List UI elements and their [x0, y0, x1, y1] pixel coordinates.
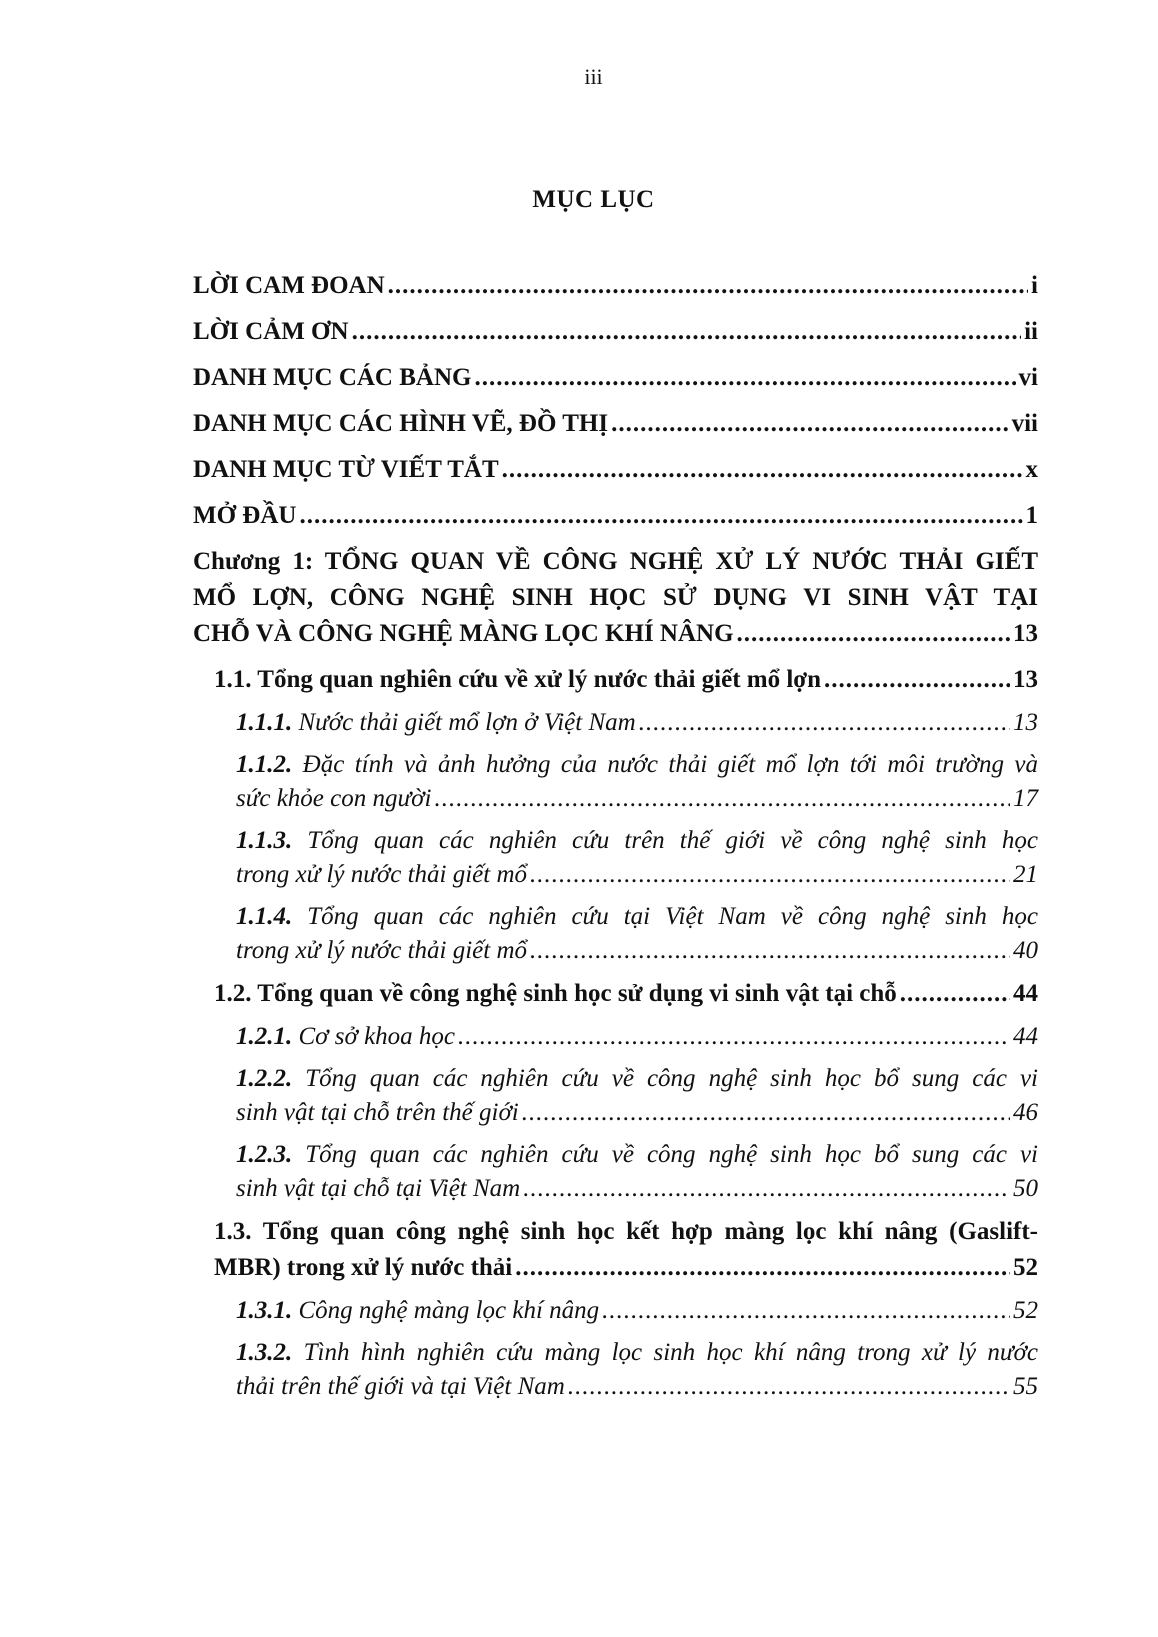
- toc-entry-text: 1.3. Tổng quan công nghệ sinh học kết hợp màng lọc khí nâng (Gaslift-: [214, 1218, 1038, 1245]
- toc-entry-page-number: 13: [1013, 709, 1038, 736]
- toc-entry-text: LỜI CẢM ƠN: [193, 318, 349, 345]
- dot-leader: [737, 616, 1010, 652]
- toc-entry-last-line: [214, 662, 1038, 698]
- toc-entry-label: [193, 268, 385, 304]
- toc-entry-last-line: [236, 1020, 1038, 1054]
- dot-leader: [523, 1172, 1010, 1206]
- toc-entry-line: [214, 1214, 1038, 1250]
- dot-leader: [900, 976, 1010, 1012]
- toc-entry-label: [193, 360, 471, 396]
- dot-leader: [352, 314, 1022, 350]
- dot-leader: [299, 498, 1022, 534]
- toc-entry-text: trong xử lý nước thải giết mổ: [236, 937, 528, 964]
- toc-entry-page-number: 46: [1013, 1099, 1038, 1126]
- toc-entry-number: 1.1.1.: [236, 709, 293, 736]
- toc-entry[interactable]: [236, 900, 1038, 968]
- toc-entry-page-number: vii: [1011, 410, 1038, 437]
- toc-entry[interactable]: [236, 1336, 1038, 1404]
- toc-entry-last-line: [193, 314, 1038, 350]
- table-of-contents: [193, 268, 1038, 1412]
- toc-entry-page-number: 17: [1013, 785, 1038, 812]
- toc-entry[interactable]: [236, 1020, 1038, 1054]
- toc-entry-label: [236, 1020, 455, 1054]
- toc-entry-last-line: [193, 452, 1038, 488]
- toc-entry-page-number: 55: [1013, 1373, 1038, 1400]
- toc-entry-last-line: [214, 1250, 1038, 1286]
- dot-leader: [458, 1020, 1010, 1054]
- toc-entry-text: Tổng quan các nghiên cứu tại Việt Nam về công nghệ sinh học: [307, 903, 1038, 930]
- toc-entry-label: [236, 706, 636, 740]
- toc-entry-text: Tổng quan các nghiên cứu về công nghệ sinh học bổ sung các vi: [305, 1065, 1039, 1092]
- toc-entry[interactable]: [214, 662, 1038, 698]
- toc-entry-label: [193, 406, 608, 442]
- toc-entry-number: 1.2.3.: [236, 1141, 293, 1168]
- toc-entry-text: DANH MỤC CÁC BẢNG: [193, 364, 472, 391]
- toc-entry-text: DANH MỤC TỪ VIẾT TẮT: [193, 456, 499, 483]
- toc-entry-text: Đặc tính và ảnh hưởng của nước thải giết mổ lợn tới môi trường và: [302, 751, 1038, 778]
- toc-entry[interactable]: [236, 1294, 1038, 1328]
- toc-entry-line: [236, 1336, 1038, 1370]
- toc-entry[interactable]: [236, 1062, 1038, 1130]
- toc-entry-last-line: [214, 976, 1038, 1012]
- toc-entry-page-number: 1: [1025, 502, 1038, 529]
- toc-entry-page-number: x: [1025, 456, 1038, 483]
- toc-entry-last-line: [236, 1172, 1038, 1206]
- toc-entry-number: 1.2.1.: [236, 1023, 293, 1050]
- dot-leader: [639, 706, 1010, 740]
- toc-entry[interactable]: [214, 1214, 1038, 1286]
- toc-entry-number: 1.1.3.: [236, 827, 293, 854]
- dot-leader: [502, 452, 1023, 488]
- dot-leader: [611, 406, 1009, 442]
- toc-entry-text: thải trên thế giới và tại Việt Nam: [236, 1373, 565, 1400]
- toc-entry-last-line: [193, 268, 1038, 304]
- toc-entry-label: [236, 1172, 520, 1206]
- toc-entry-page-number: 52: [1013, 1297, 1038, 1324]
- toc-entry-text: sinh vật tại chỗ tại Việt Nam: [236, 1175, 521, 1202]
- toc-entry-label: [236, 1096, 519, 1130]
- toc-entry-label: [193, 314, 349, 350]
- toc-entry-label: [236, 782, 431, 816]
- toc-entry-text: sinh vật tại chỗ trên thế giới: [236, 1099, 519, 1126]
- toc-entry[interactable]: [236, 748, 1038, 816]
- toc-entry-page-number: 44: [1013, 1023, 1038, 1050]
- dot-leader: [388, 268, 1028, 304]
- toc-entry-page-number: 13: [1013, 666, 1038, 693]
- toc-entry-page-number: 40: [1013, 937, 1038, 964]
- toc-entry-text: Chương 1: TỔNG QUAN VỀ CÔNG NGHỆ XỬ LÝ NƯỚC THẢI GIẾT: [193, 548, 1038, 575]
- toc-entry-line: [236, 1062, 1038, 1096]
- toc-entry[interactable]: [236, 824, 1038, 892]
- toc-entry-label: [214, 662, 821, 698]
- toc-entry-text: trong xử lý nước thải giết mổ: [236, 861, 528, 888]
- toc-entry-page-number: 21: [1013, 861, 1038, 888]
- toc-entry-text: CHỖ VÀ CÔNG NGHỆ MÀNG LỌC KHÍ NÂNG: [193, 620, 734, 647]
- toc-entry-page-number: 13: [1013, 620, 1038, 647]
- dot-leader: [824, 662, 1010, 698]
- toc-entry-page-number: vi: [1018, 364, 1038, 391]
- toc-entry-text: Tình hình nghiên cứu màng lọc sinh học khí nâng trong xử lý nước: [303, 1339, 1038, 1366]
- toc-entry-number: 1.3.2.: [236, 1339, 293, 1366]
- toc-entry[interactable]: [193, 498, 1038, 534]
- toc-entry-label: [236, 858, 527, 892]
- toc-entry-text: Công nghệ màng lọc khí nâng: [298, 1297, 600, 1324]
- toc-entry-page-number: 52: [1013, 1254, 1038, 1281]
- toc-entry[interactable]: [193, 314, 1038, 350]
- toc-entry[interactable]: [193, 406, 1038, 442]
- toc-entry-text: 1.1. Tổng quan nghiên cứu về xử lý nước thải giết mổ lợn: [214, 666, 822, 693]
- toc-entry-last-line: [193, 498, 1038, 534]
- toc-entry-label: [236, 1370, 565, 1404]
- toc-entry-label: [214, 976, 897, 1012]
- toc-entry-text: 1.2. Tổng quan về công nghệ sinh học sử dụng vi sinh vật tại chỗ: [214, 980, 897, 1007]
- toc-entry-line: [236, 1138, 1038, 1172]
- dot-leader: [568, 1370, 1010, 1404]
- toc-entry-label: [193, 452, 499, 488]
- toc-entry-text: MỞ ĐẦU: [193, 502, 297, 529]
- toc-entry-text: MỔ LỢN, CÔNG NGHỆ SINH HỌC SỬ DỤNG VI SINH VẬT TẠI: [193, 584, 1038, 611]
- toc-entry-last-line: [193, 360, 1038, 396]
- toc-entry-text: Tổng quan các nghiên cứu trên thế giới về công nghệ sinh học: [307, 827, 1039, 854]
- toc-entry-last-line: [236, 858, 1038, 892]
- toc-entry-text: MBR) trong xử lý nước thải: [214, 1254, 513, 1281]
- toc-entry-page-number: 44: [1013, 980, 1038, 1007]
- toc-entry-last-line: [236, 782, 1038, 816]
- toc-entry-line: [236, 824, 1038, 858]
- toc-entry-number: 1.3.1.: [236, 1297, 293, 1324]
- toc-entry-line: [236, 748, 1038, 782]
- toc-entry-text: Tổng quan các nghiên cứu về công nghệ sinh học bổ sung các vi: [305, 1141, 1039, 1168]
- dot-leader: [602, 1294, 1010, 1328]
- toc-entry-label: [214, 1250, 512, 1286]
- toc-entry-last-line: [236, 1294, 1038, 1328]
- dot-leader: [530, 934, 1010, 968]
- toc-entry[interactable]: [236, 1138, 1038, 1206]
- toc-entry[interactable]: [236, 706, 1038, 740]
- dot-leader: [434, 782, 1010, 816]
- toc-entry-page-number: 50: [1013, 1175, 1038, 1202]
- dot-leader: [530, 858, 1010, 892]
- toc-entry[interactable]: [193, 452, 1038, 488]
- toc-entry-last-line: [193, 406, 1038, 442]
- toc-entry-last-line: [193, 616, 1038, 652]
- toc-entry-text: sức khỏe con người: [236, 785, 432, 812]
- toc-entry[interactable]: [193, 544, 1038, 652]
- toc-entry[interactable]: [193, 360, 1038, 396]
- toc-entry-line: [236, 900, 1038, 934]
- toc-entry-label: [236, 934, 527, 968]
- toc-entry-text: LỜI CAM ĐOAN: [193, 272, 385, 299]
- toc-entry-number: 1.1.2.: [236, 751, 293, 778]
- toc-title: MỤC LỤC: [532, 186, 655, 213]
- dot-leader: [522, 1096, 1010, 1130]
- toc-entry-page-number: i: [1031, 272, 1038, 299]
- toc-entry-line: [193, 544, 1038, 580]
- toc-entry-last-line: [236, 1370, 1038, 1404]
- dot-leader: [515, 1250, 1010, 1286]
- toc-entry[interactable]: [214, 976, 1038, 1012]
- toc-entry-line: [193, 580, 1038, 616]
- toc-entry-last-line: [236, 934, 1038, 968]
- toc-entry-last-line: [236, 706, 1038, 740]
- page-number: iii: [584, 64, 603, 89]
- toc-entry-number: 1.2.2.: [236, 1065, 293, 1092]
- toc-entry-last-line: [236, 1096, 1038, 1130]
- toc-entry-text: DANH MỤC CÁC HÌNH VẼ, ĐỒ THỊ: [193, 410, 609, 437]
- toc-entry-label: [236, 1294, 599, 1328]
- toc-entry-text: Nước thải giết mổ lợn ở Việt Nam: [298, 709, 636, 736]
- toc-entry-label: [193, 498, 296, 534]
- toc-entry-text: Cơ sở khoa học: [298, 1023, 456, 1050]
- dot-leader: [474, 360, 1015, 396]
- toc-entry[interactable]: [193, 268, 1038, 304]
- toc-entry-number: 1.1.4.: [236, 903, 293, 930]
- toc-entry-label: [193, 616, 734, 652]
- toc-entry-page-number: ii: [1024, 318, 1038, 345]
